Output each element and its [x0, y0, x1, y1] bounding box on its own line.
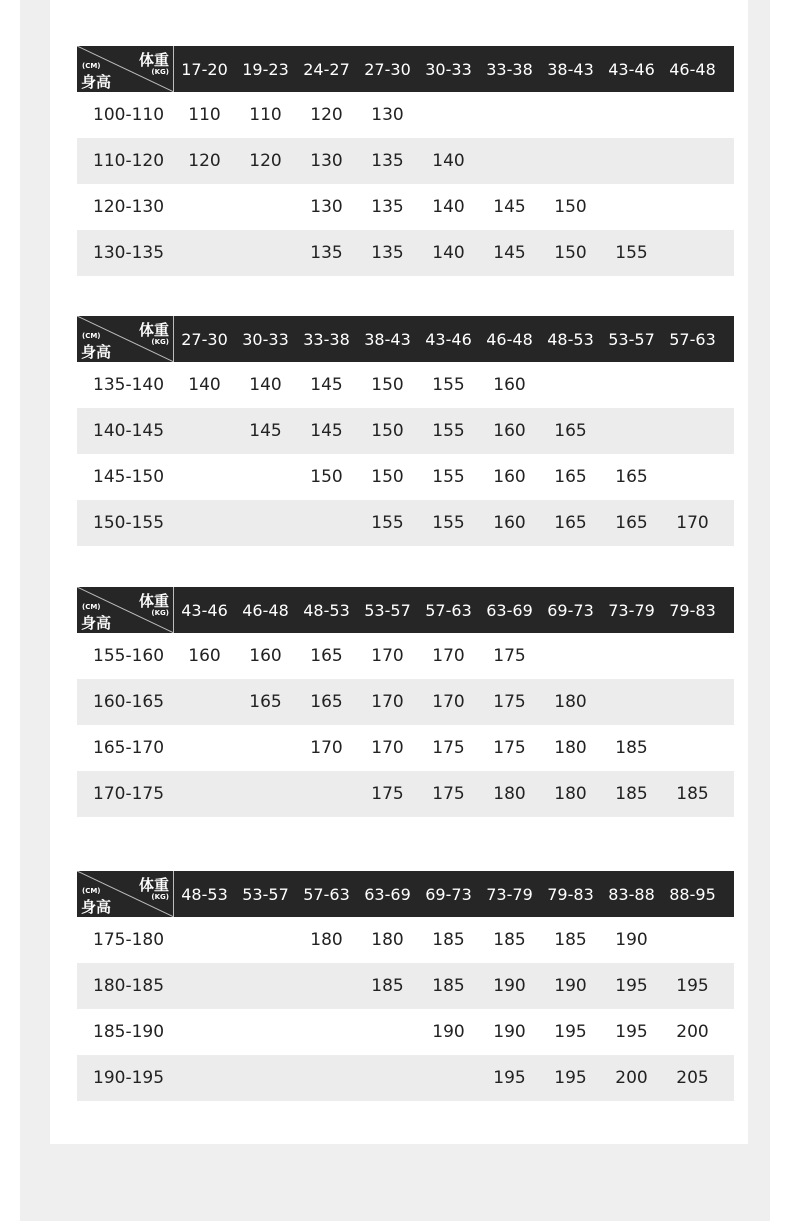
weight-range-header: 53-57 [608, 329, 655, 349]
size-cell: 150 [371, 467, 404, 487]
weight-range-header: 57-63 [303, 884, 350, 904]
size-cell: 160 [188, 646, 221, 666]
size-cell: 165 [615, 467, 648, 487]
size-cell: 160 [493, 421, 526, 441]
size-cell: 135 [310, 243, 343, 263]
height-range-label: 165-170 [93, 738, 165, 758]
size-cell: 150 [371, 421, 404, 441]
size-cell: 175 [432, 784, 465, 804]
size-cell: 185 [432, 976, 465, 996]
size-cell: 155 [432, 513, 465, 533]
size-cell: 170 [310, 738, 343, 758]
size-cell: 175 [493, 738, 526, 758]
size-cell: 155 [432, 467, 465, 487]
size-cell: 185 [371, 976, 404, 996]
weight-range-header: 73-79 [486, 884, 533, 904]
weight-range-header: 43-46 [608, 59, 655, 79]
weight-range-header: 69-73 [547, 600, 594, 620]
size-cell: 120 [310, 105, 343, 125]
weight-range-header: 27-30 [181, 329, 228, 349]
weight-label: 体重 [138, 321, 169, 339]
size-cell: 195 [493, 1068, 526, 1088]
weight-label: 体重 [138, 592, 169, 610]
size-cell: 185 [615, 738, 648, 758]
weight-range-header: 48-53 [547, 329, 594, 349]
height-range-label: 170-175 [93, 784, 165, 804]
size-cell: 200 [615, 1068, 648, 1088]
table-row [77, 454, 734, 500]
height-range-label: 120-130 [93, 197, 165, 217]
size-cell: 120 [249, 151, 282, 171]
size-cell: 170 [371, 646, 404, 666]
size-cell: 190 [615, 930, 648, 950]
size-cell: 165 [615, 513, 648, 533]
weight-range-header: 73-79 [608, 600, 655, 620]
size-cell: 150 [310, 467, 343, 487]
table-row [77, 917, 734, 963]
weight-range-header: 57-63 [669, 329, 716, 349]
size-cell: 120 [188, 151, 221, 171]
size-cell: 170 [371, 738, 404, 758]
weight-range-header: 48-53 [181, 884, 228, 904]
size-table [77, 316, 734, 546]
size-cell: 170 [432, 646, 465, 666]
size-cell: 145 [310, 421, 343, 441]
height-unit: (CM) [82, 887, 101, 895]
height-unit: (CM) [82, 62, 101, 70]
size-cell: 175 [432, 738, 465, 758]
table-header [77, 871, 734, 917]
height-range-label: 155-160 [93, 646, 165, 666]
height-label: 身高 [81, 614, 112, 632]
weight-unit: (KG) [151, 68, 169, 76]
table-row [77, 230, 734, 276]
size-cell: 155 [615, 243, 648, 263]
table-row [77, 184, 734, 230]
table-row [77, 771, 734, 817]
weight-range-header: 46-48 [242, 600, 289, 620]
height-range-label: 130-135 [93, 243, 165, 263]
weight-range-header: 88-95 [669, 884, 716, 904]
size-cell: 180 [310, 930, 343, 950]
size-cell: 175 [493, 646, 526, 666]
weight-range-header: 57-63 [425, 600, 472, 620]
weight-range-header: 43-46 [181, 600, 228, 620]
size-cell: 180 [554, 692, 587, 712]
weight-range-header: 69-73 [425, 884, 472, 904]
size-cell: 155 [432, 421, 465, 441]
size-cell: 160 [493, 467, 526, 487]
size-table [77, 587, 734, 817]
size-cell: 190 [432, 1022, 465, 1042]
size-cell: 135 [371, 197, 404, 217]
size-cell: 185 [615, 784, 648, 804]
size-cell: 170 [676, 513, 709, 533]
size-cell: 155 [432, 375, 465, 395]
size-cell: 165 [310, 692, 343, 712]
height-label: 身高 [81, 343, 112, 361]
height-range-label: 110-120 [93, 151, 165, 171]
table-row [77, 408, 734, 454]
size-cell: 200 [676, 1022, 709, 1042]
weight-range-header: 19-23 [242, 59, 289, 79]
weight-range-header: 33-38 [303, 329, 350, 349]
size-cell: 175 [493, 692, 526, 712]
size-cell: 140 [432, 243, 465, 263]
height-label: 身高 [81, 73, 112, 91]
weight-range-header: 46-48 [669, 59, 716, 79]
table-row [77, 679, 734, 725]
size-cell: 165 [249, 692, 282, 712]
size-cell: 165 [554, 467, 587, 487]
weight-range-header: 53-57 [242, 884, 289, 904]
table-row [77, 1055, 734, 1101]
corner-cell [77, 871, 174, 917]
corner-cell [77, 587, 174, 633]
size-cell: 110 [188, 105, 221, 125]
size-cell: 140 [432, 197, 465, 217]
height-unit: (CM) [82, 603, 101, 611]
size-cell: 150 [554, 243, 587, 263]
size-cell: 130 [371, 105, 404, 125]
weight-range-header: 63-69 [364, 884, 411, 904]
weight-label: 体重 [138, 51, 169, 69]
weight-range-header: 33-38 [486, 59, 533, 79]
weight-range-header: 48-53 [303, 600, 350, 620]
size-cell: 180 [493, 784, 526, 804]
height-range-label: 140-145 [93, 421, 165, 441]
size-cell: 160 [249, 646, 282, 666]
size-cell: 180 [371, 930, 404, 950]
weight-range-header: 38-43 [547, 59, 594, 79]
height-range-label: 185-190 [93, 1022, 165, 1042]
table-row [77, 1009, 734, 1055]
weight-range-header: 30-33 [425, 59, 472, 79]
weight-range-header: 24-27 [303, 59, 350, 79]
size-cell: 160 [493, 375, 526, 395]
height-range-label: 190-195 [93, 1068, 165, 1088]
table-row [77, 500, 734, 546]
weight-range-header: 83-88 [608, 884, 655, 904]
size-cell: 195 [615, 976, 648, 996]
weight-range-header: 17-20 [181, 59, 228, 79]
table-header [77, 46, 734, 92]
corner-cell [77, 46, 174, 92]
size-cell: 110 [249, 105, 282, 125]
table-row [77, 633, 734, 679]
size-cell: 145 [493, 197, 526, 217]
size-cell: 145 [310, 375, 343, 395]
height-range-label: 135-140 [93, 375, 165, 395]
height-range-label: 160-165 [93, 692, 165, 712]
weight-range-header: 53-57 [364, 600, 411, 620]
size-cell: 140 [432, 151, 465, 171]
size-cell: 180 [554, 738, 587, 758]
size-cell: 170 [432, 692, 465, 712]
size-cell: 165 [310, 646, 343, 666]
table-header [77, 587, 734, 633]
size-cell: 145 [493, 243, 526, 263]
height-range-label: 175-180 [93, 930, 165, 950]
size-cell: 135 [371, 151, 404, 171]
size-cell: 195 [554, 1022, 587, 1042]
size-cell: 140 [249, 375, 282, 395]
size-cell: 190 [493, 1022, 526, 1042]
corner-cell [77, 316, 174, 362]
size-cell: 165 [554, 513, 587, 533]
size-cell: 185 [432, 930, 465, 950]
weight-unit: (KG) [151, 338, 169, 346]
table-row [77, 362, 734, 408]
size-cell: 190 [554, 976, 587, 996]
size-table [77, 871, 734, 1101]
weight-range-header: 79-83 [669, 600, 716, 620]
size-cell: 185 [676, 784, 709, 804]
height-label: 身高 [81, 898, 112, 916]
height-range-label: 100-110 [93, 105, 165, 125]
weight-range-header: 79-83 [547, 884, 594, 904]
weight-range-header: 46-48 [486, 329, 533, 349]
size-cell: 180 [554, 784, 587, 804]
height-range-label: 150-155 [93, 513, 165, 533]
size-cell: 130 [310, 197, 343, 217]
size-cell: 195 [554, 1068, 587, 1088]
table-row [77, 963, 734, 1009]
weight-range-header: 63-69 [486, 600, 533, 620]
weight-range-header: 43-46 [425, 329, 472, 349]
table-row [77, 725, 734, 771]
size-cell: 185 [554, 930, 587, 950]
size-cell: 165 [554, 421, 587, 441]
size-cell: 155 [371, 513, 404, 533]
height-range-label: 180-185 [93, 976, 165, 996]
size-cell: 195 [615, 1022, 648, 1042]
size-cell: 150 [554, 197, 587, 217]
size-cell: 195 [676, 976, 709, 996]
weight-range-header: 30-33 [242, 329, 289, 349]
height-unit: (CM) [82, 332, 101, 340]
table-row [77, 92, 734, 138]
size-cell: 185 [493, 930, 526, 950]
height-range-label: 145-150 [93, 467, 165, 487]
size-cell: 145 [249, 421, 282, 441]
table-header [77, 316, 734, 362]
size-cell: 150 [371, 375, 404, 395]
size-cell: 205 [676, 1068, 709, 1088]
weight-range-header: 27-30 [364, 59, 411, 79]
weight-range-header: 38-43 [364, 329, 411, 349]
size-cell: 140 [188, 375, 221, 395]
size-cell: 175 [371, 784, 404, 804]
size-cell: 135 [371, 243, 404, 263]
weight-unit: (KG) [151, 609, 169, 617]
weight-label: 体重 [138, 876, 169, 894]
size-table [77, 46, 734, 276]
weight-unit: (KG) [151, 893, 169, 901]
size-cell: 130 [310, 151, 343, 171]
size-cell: 190 [493, 976, 526, 996]
size-cell: 170 [371, 692, 404, 712]
table-row [77, 138, 734, 184]
size-cell: 160 [493, 513, 526, 533]
